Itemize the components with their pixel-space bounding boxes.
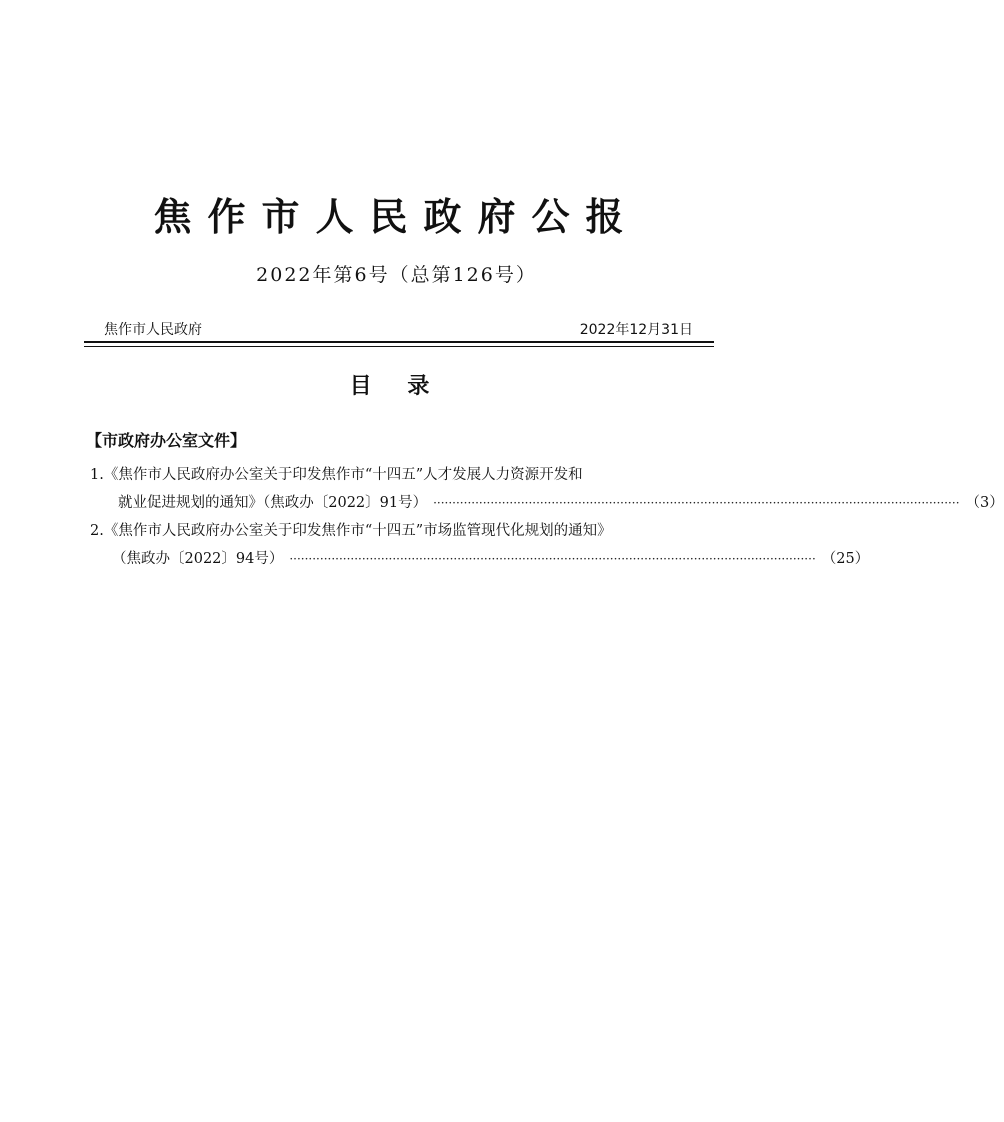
header-rule-thick: [84, 341, 714, 343]
issue-number: 2022年第6号（总第126号）: [256, 264, 537, 286]
toc-heading: 目 录: [349, 374, 444, 399]
toc-section-heading: 【市政府办公室文件】: [86, 431, 247, 450]
toc-entry-1-title[interactable]: 1.《焦作市人民政府办公室关于印发焦作市“十四五”人才发展人力资源开发和: [90, 467, 583, 483]
header-rule-thin: [84, 346, 714, 347]
toc-entry-1-doc-number: 就业促进规划的通知》（焦政办〔2022〕91号）: [118, 495, 428, 511]
gazette-title: 焦作市人民政府公报: [153, 195, 640, 239]
toc-entry-2-row[interactable]: [112, 549, 870, 569]
toc-entry-2-title[interactable]: 2.《焦作市人民政府办公室关于印发焦作市“十四五”市场监管现代化规划的通知》: [90, 523, 612, 539]
toc-entry-1-row[interactable]: [118, 493, 1004, 513]
dot-leader: ··········································································································································: [289, 552, 816, 566]
toc-entry-1-page: （3）: [965, 495, 1004, 511]
publisher-name: 焦作市人民政府: [104, 322, 202, 338]
dot-leader: ··········································································································································: [433, 496, 960, 510]
toc-entry-2-page: （25）: [821, 551, 870, 567]
publication-date: 2022年12月31日: [579, 322, 693, 338]
toc-entry-2-doc-number: （焦政办〔2022〕94号）: [112, 551, 284, 567]
